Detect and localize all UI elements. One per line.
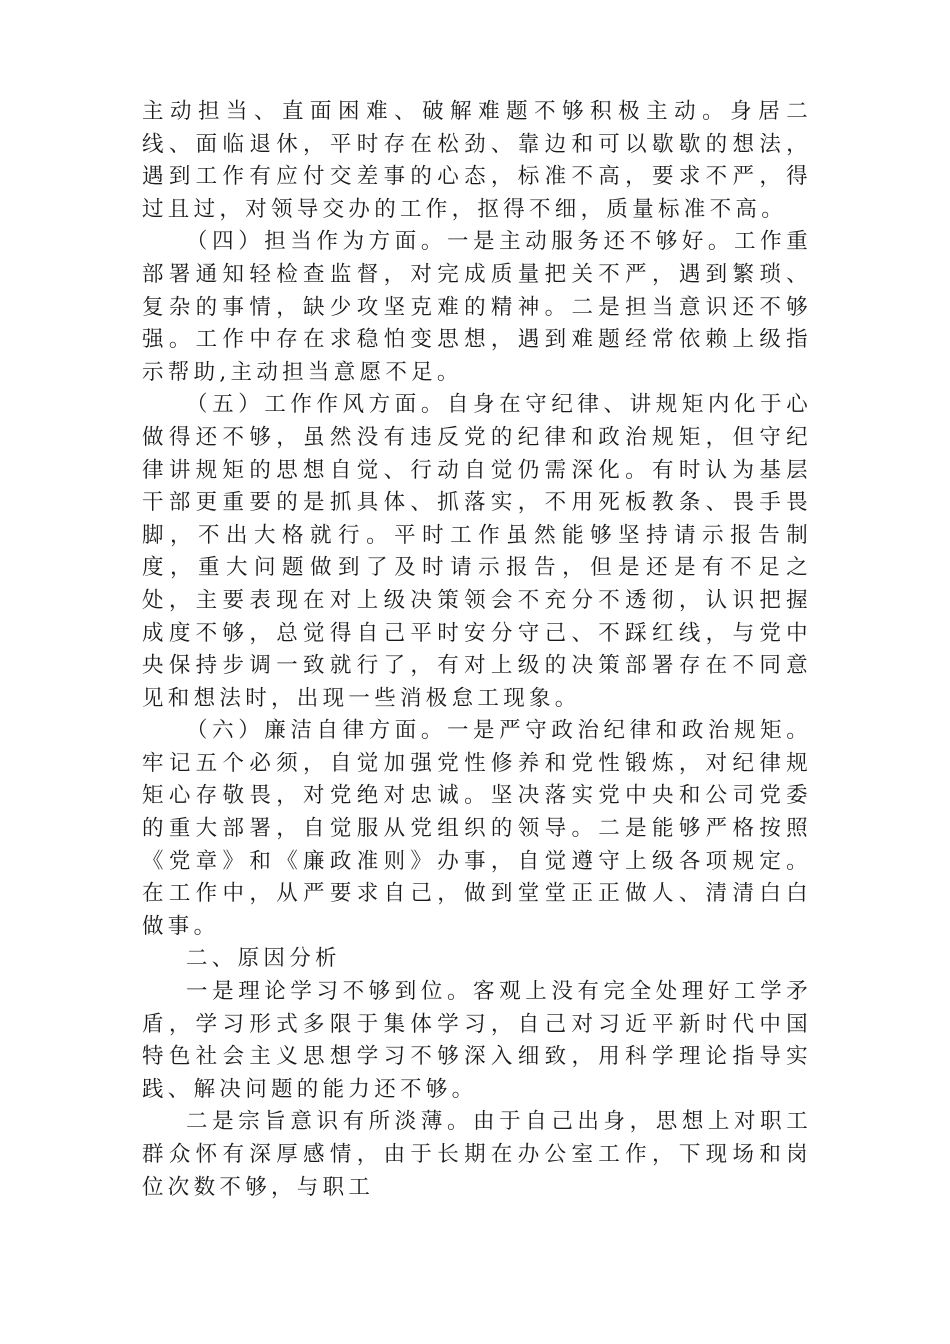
document-body	[142, 96, 812, 1204]
paragraph-section-4: （四）担当作为方面。一是主动服务还不够好。工作重部署通知轻检查监督，对完成质量把关不严，遇到繁琐、复杂的事情，缺少攻坚克难的精神。二是担当意识还不够强。工作中存在求稳怕变思想，遇到难题经常依赖上级指示帮助,主动担当意愿不足。	[142, 229, 812, 385]
paragraph-cause-2: 二是宗旨意识有所淡薄。由于自己出身，思想上对职工群众怀有深厚感情，由于长期在办公室工作，下现场和岗位次数不够，与职工	[142, 1109, 812, 1200]
paragraph-continuation: 主动担当、直面困难、破解难题不够积极主动。身居二线、面临退休，平时存在松劲、靠边和可以歇歇的想法，遇到工作有应付交差事的心态，标准不高，要求不严，得过且过，对领导交办的工作，抠得不细，质量标准不高。	[142, 99, 812, 222]
paragraph-cause-1: 一是理论学习不够到位。客观上没有完全处理好工学矛盾，学习形式多限于集体学习，自己对习近平新时代中国特色社会主义思想学习不够深入细致，用科学理论指导实践、解决问题的能力还不够。	[142, 979, 812, 1102]
paragraph-section-5: （五）工作作风方面。自身在守纪律、讲规矩内化于心做得还不够，虽然没有违反党的纪律和政治规矩，但守纪律讲规矩的思想自觉、行动自觉仍需深化。有时认为基层干部更重要的是抓具体、抓落实，不用死板教条、畏手畏脚，不出大格就行。平时工作虽然能够坚持请示报告制度，重大问题做到了及时请示报告，但是还是有不足之处，主要表现在对上级决策领会不充分不透彻，认识把握成度不够，总觉得自己平时安分守己、不踩红线，与党中央保持步调一致就行了，有对上级的决策部署存在不同意见和想法时，出现一些消极怠工现象。	[142, 392, 812, 711]
paragraph-section-6: （六）廉洁自律方面。一是严守政治纪律和政治规矩。牢记五个必须，自觉加强党性修养和党性锻炼，对纪律规矩心存敬畏，对党绝对忠诚。坚决落实党中央和公司党委的重大部署，自觉服从党组织的领导。二是能够严格按照《党章》和《廉政准则》办事，自觉遵守上级各项规定。在工作中，从严要求自己，做到堂堂正正做人、清清白白做事。	[142, 718, 812, 939]
heading-cause-analysis: 二、原因分析	[186, 946, 341, 972]
